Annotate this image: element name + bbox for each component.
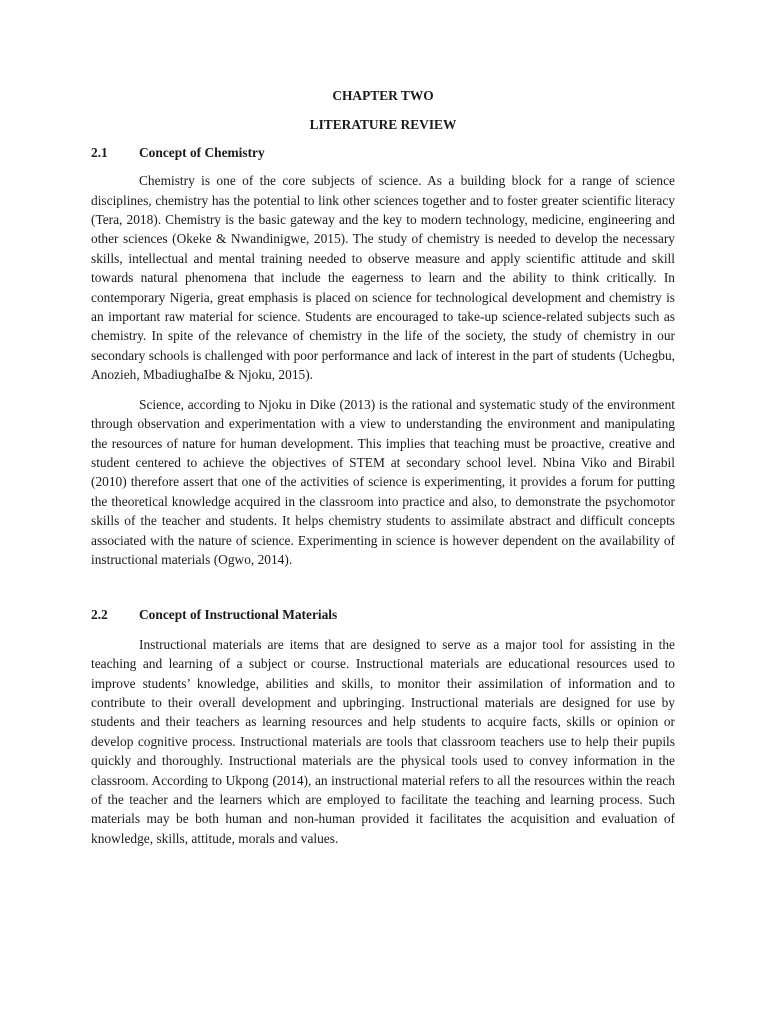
section-number: 2.1: [91, 144, 108, 160]
document-body: [91, 86, 675, 848]
paragraph: Instructional materials are items that are designed to serve as a major tool for assisting in the teaching and learning of a subject or course. Instructional materials are educational resources used to improve students’ knowledge, abilities and skills, to monitor their assimilation of information and to contribute to their overall development and upbringing. Instructional materials are designed for use by students and their teachers as learning resources and help students to acquire facts, skills or opinion or develop cognitive process. Instructional materials are tools that classroom teachers use to help their pupils quickly and thoroughly. Instructional materials are the physical tools used to convey information in the classroom. According to Ukpong (2014), an instructional material refers to all the resources within the reach of the teacher and the learners which are employed to facilitate the teaching and learning process. Such materials may be both human and non-human provided it facilitates the acquisition and evaluation of knowledge, skills, attitude, morals and values.: [91, 636, 675, 846]
section-number: 2.2: [91, 607, 108, 623]
section-heading-2-2: [91, 605, 675, 624]
section-heading-text: Concept of Chemistry: [139, 144, 265, 160]
section-heading-text: Concept of Instructional Materials: [139, 607, 338, 623]
paragraph: Chemistry is one of the core subjects of science. As a building block for a range of science disciplines, chemistry has the potential to link other sciences together and to foster greater scientific literacy (Tera, 2018). Chemistry is the basic gateway and the key to modern technology, medicine, engineering and other sciences (Okeke & Nwandinigwe, 2015). The study of chemistry is needed to develop the necessary skills, intellectual and mental training needed to observe measure and apply scientific attitude and skill towards natural phenomena that include the eagerness to learn and the ability to think critically. In contemporary Nigeria, great emphasis is placed on science for technological development and chemistry is an important raw material for science. Students are encouraged to take-up science-related subjects such as chemistry. In spite of the relevance of chemistry in the life of the society, the study of chemistry in our secondary schools is challenged with poor performance and lack of interest in the part of students (Uchegbu, Anozieh, MbadiughaIbe & Njoku, 2015).: [91, 173, 675, 383]
section-title: LITERATURE REVIEW: [309, 117, 457, 133]
section-heading-2-1: [91, 143, 675, 162]
paragraph: Science, according to Njoku in Dike (2013) is the rational and systematic study of the environment through observation and experimentation with a view to understanding the environment and manipulating the resources of nature for human development. This implies that teaching must be proactive, creative and student centered to achieve the objectives of STEM at secondary school level. Nbina Viko and Birabil (2010) therefore assert that one of the activities of science is experimenting, it provides a forum for putting the theoretical knowledge acquired in the classroom into practice and also, to demonstrate the psychomotor skills of the teacher and students. It helps chemistry students to assimilate abstract and difficult concepts associated with the nature of science. Experimenting in science is however dependent on the availability of instructional materials (Ogwo, 2014).: [91, 396, 675, 567]
chapter-title: CHAPTER TWO: [332, 88, 434, 103]
